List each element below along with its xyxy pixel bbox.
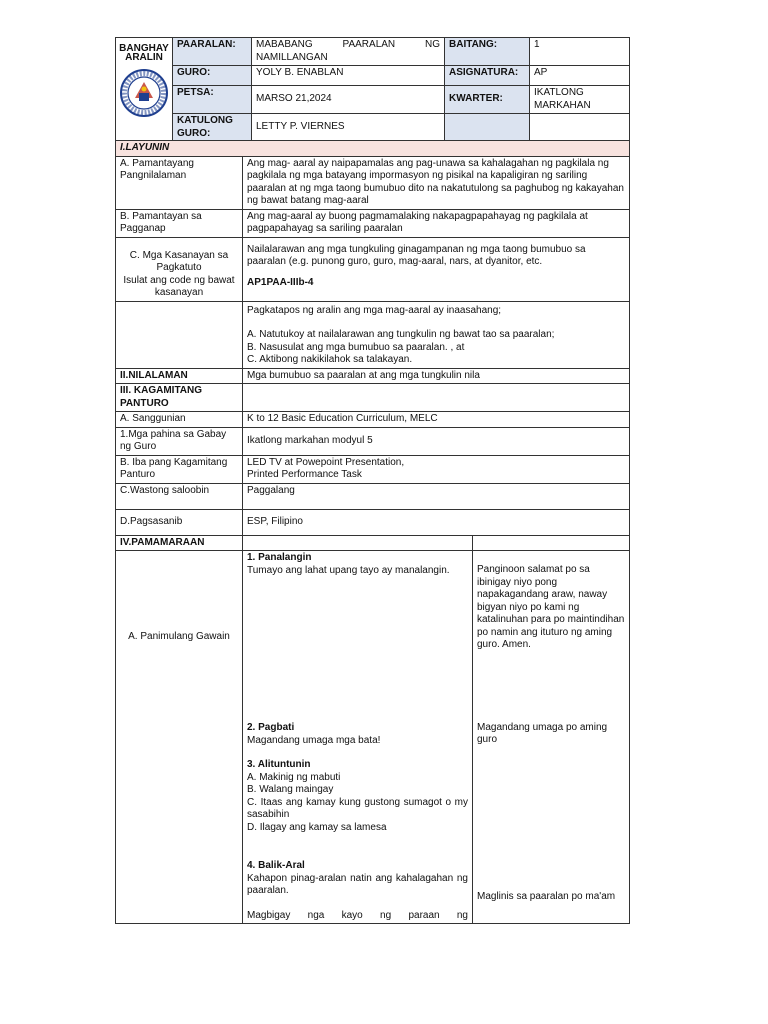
objectives-label [116,301,243,368]
nilalaman-text: Mga bumubuo sa paaralan at ang mga tungkulin nila [243,368,630,384]
gabay-label: 1.Mga pahina sa Gabay ng Guro [116,427,243,455]
kagamitan-label: III. KAGAMITANG PANTURO [116,384,243,412]
objective-a: A. Natutukoy at nailalarawan ang tungkulin ng bawat tao sa paaralan; [247,329,555,340]
pagsasanib-text: ESP, Filipino [243,509,630,535]
blank-label [445,114,530,142]
kasanayan-code: AP1PAA-IIIb-4 [247,276,314,288]
asignatura-value: AP [530,66,630,86]
alituntunin-a: A. Makinig ng mabuti [247,771,341,783]
asignatura-label: ASIGNATURA: [445,66,530,86]
pamamaraan-blank-2 [473,535,630,551]
kwarter-value: IKATLONG MARKAHAN [530,86,630,114]
kasanayan-text [243,237,630,301]
lesson-plan-table [115,140,630,924]
balik-aral-text: Kahapon pinag-aralan natin ang kahalagahan ng paaralan. [247,872,468,896]
saloobin-label: C.Wastong saloobin [116,483,243,509]
panalangin-title: 1. Panalangin [247,552,312,563]
baitang-value: 1 [530,38,630,66]
alituntunin-d: D. Ilagay ang kamay sa lamesa [247,821,387,833]
pagganap-text: Ang mag-aaral ay buong pagmamalaking nakapagpapahayag ng pagkilala at pagpapahayag sa sariling paaralan [243,209,630,237]
petsa-value: MARSO 21,2024 [252,86,445,114]
pamantayang-text: Ang mag- aaral ay naipapamalas ang pag-unawa sa kahalagahan ng pagkilala ng pagkilala ng mga batayang impormasyon ng pisikal na kapaligiran ng sariling paaralan at ng mga taong bumubuo dito na nakatutulong sa paghubog ng kakayahan ng bawat batang mag-aaral [243,156,630,209]
panimulang-label: A. Panimulang Gawain [116,551,243,924]
kasanayan-label-1: C. Mga Kasanayan sa Pagkatuto [129,249,229,273]
pagganap-label: B. Pamantayan sa Pagganap [116,209,243,237]
balik-aral-title: 4. Balik-Aral [247,860,305,871]
guro-label: GURO: [173,66,252,86]
kasanayan-desc: Nailalarawan ang mga tungkuling ginagampanan ng mga taong bumubuo sa paaralan (e.g. punong guro, guro, mag-aaral, nars, at dyanitor, etc. [247,243,586,267]
deped-seal-icon [119,68,169,118]
kasanayan-label [116,237,243,301]
panalangin-response: Panginoon salamat po sa ibinigay niyo pong napakagandang araw, naway bigyan niyo po kami ng katalinuhan para po maintindihan po namin ang ituturo ng aming guro. Amen. [477,564,625,650]
petsa-label: PETSA: [173,86,252,114]
iba-pang-text-2: Printed Performance Task [247,469,362,480]
objectives-text [243,301,630,368]
iba-pang-text-1: LED TV at Powepoint Presentation, [247,456,405,468]
layunin-heading: I.LAYUNIN [116,141,630,157]
pagbati-response: Magandang umaga po aming guro [477,721,608,745]
balik-aral-response: Maglinis sa paaralan po ma'am [477,890,616,902]
sanggunian-label: A. Sanggunian [116,412,243,428]
iba-pang-text [243,455,630,483]
objective-c: C. Aktibong nakikilahok sa talakayan. [247,354,413,365]
panalangin-text: Tumayo ang lahat upang tayo ay manalangin. [247,564,450,576]
alituntunin-c: C. Itaas ang kamay kung gustong sumagot o my sasabihin [247,796,468,820]
kasanayan-label-2: Isulat ang code ng bawat kasanayan [123,274,235,298]
paaralan-value: MABABANG PAARALAN NG NAMILLANGAN [252,38,445,66]
logo-cell [116,38,173,142]
pamamaraan-label: IV.PAMAMARAAN [116,535,243,551]
balik-aral-text-2: Magbigay nga kayo ng paraan ng [247,909,468,921]
pagsasanib-label: D.Pagsasanib [116,509,243,535]
pagbati-text: Magandang umaga mga bata! [247,734,381,746]
guro-value: YOLY B. ENABLAN [252,66,445,86]
nilalaman-label: II.NILALAMAN [116,368,243,384]
paaralan-label: PAARALAN: [173,38,252,66]
saloobin-text: Paggalang [243,483,630,509]
pamantayang-label: A. Pamantayang Pangnilalaman [116,156,243,209]
sanggunian-text: K to 12 Basic Education Curriculum, MELC [243,412,630,428]
kwarter-label: KWARTER: [445,86,530,114]
student-responses [473,551,630,924]
kagamitan-blank [243,384,630,412]
katulong-label: KATULONG GURO: [173,114,252,142]
alituntunin-b: B. Walang maingay [247,784,334,795]
pagbati-title: 2. Pagbati [247,722,295,733]
pamamaraan-blank-1 [243,535,473,551]
alituntunin-title: 3. Alituntunin [247,759,311,770]
gabay-text: Ikatlong markahan modyul 5 [243,427,630,455]
iba-pang-label: B. Iba pang Kagamitang Panturo [116,455,243,483]
header-table [115,37,630,142]
teacher-activities [243,551,473,924]
objectives-intro: Pagkatapos ng aralin ang mga mag-aaral ay inaasahang; [247,304,502,316]
blank-value [530,114,630,142]
baitang-label: BAITANG: [445,38,530,66]
banghay-aralin-title: BANGHAY ARALIN [119,43,169,63]
objective-b: B. Nasusulat ang mga bumubuo sa paaralan. , at [247,341,465,353]
katulong-value: LETTY P. VIERNES [252,114,445,142]
